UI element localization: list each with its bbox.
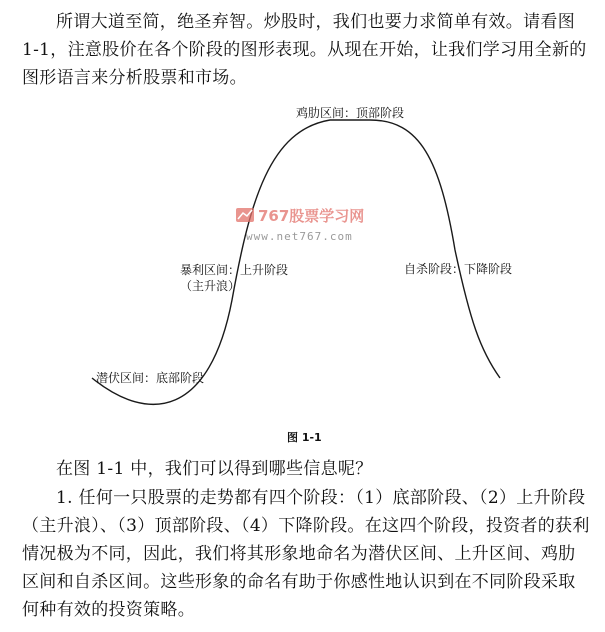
watermark-text: 767股票学习网 <box>258 207 365 225</box>
label-top-phase: 鸡肋区间：顶部阶段 <box>296 106 405 120</box>
figure-caption: 图 1-1 <box>287 431 322 444</box>
label-fall-phase: 自杀阶段：下降阶段 <box>404 262 513 276</box>
label-bottom-phase: 潜伏区间：底部阶段 <box>96 371 205 385</box>
watermark <box>236 207 364 243</box>
intro-paragraph: 所谓大道至简，绝圣弃智。炒股时，我们也要力求简单有效。请看图 1-1，注意股价在各个阶段的图形表现。从现在开始，让我们学习用全新的图形语言来分析股票和市场。 <box>22 12 587 88</box>
label-rise-phase: 暴利区间：上升阶段 <box>180 263 289 277</box>
question-paragraph: 在图 1-1 中，我们可以得到哪些信息呢？ <box>56 459 373 479</box>
point1-paragraph: 1. 任何一只股票的走势都有四个阶段：（1）底部阶段、（2）上升阶段（主升浪）、（3）顶部阶段、（4）下降阶段。在这四个阶段，投资者的获利情况极为不同，因此，我们将其形象地命名为潜伏区间、上升区间、鸡肋区间和自杀区间。这些形象的命名有助于你感性地认识到在不同阶段采取何种有效的投资策略。 <box>22 488 590 620</box>
label-rise-main-wave: （主升浪） <box>180 279 241 293</box>
watermark-url: www.net767.com <box>246 230 353 243</box>
